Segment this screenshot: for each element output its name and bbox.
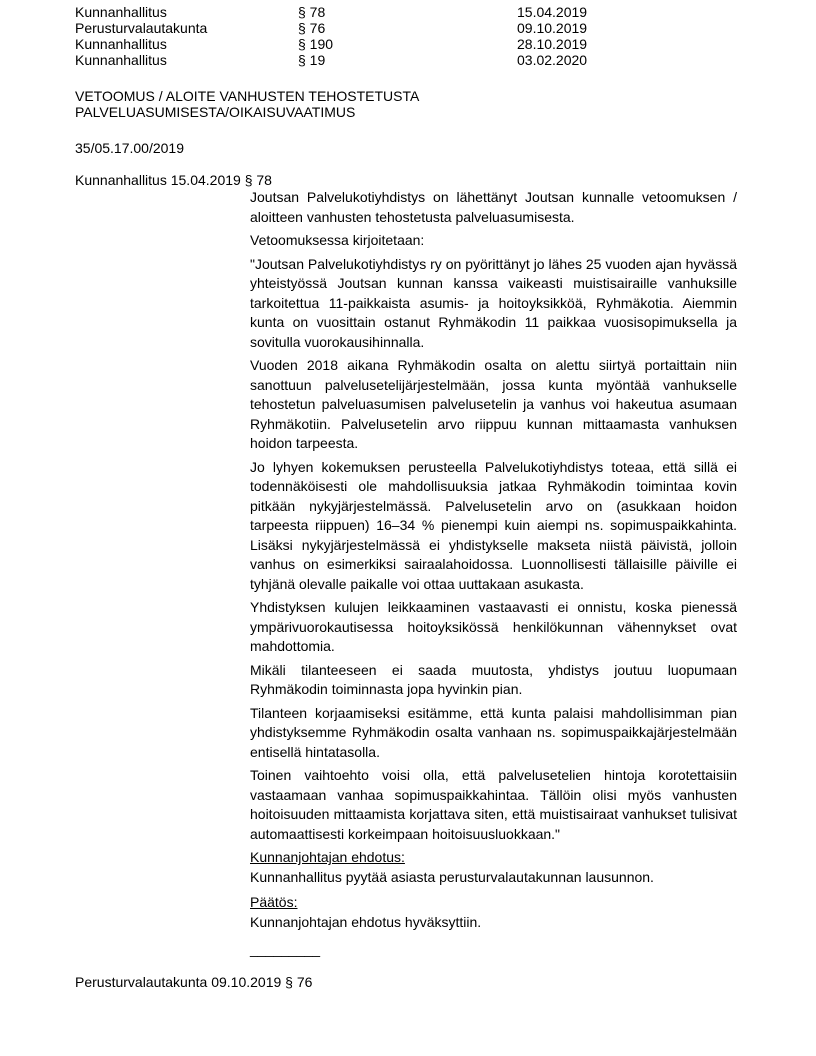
history-row [75,4,737,20]
proposal-label: Kunnanjohtajan ehdotus: [250,849,405,865]
section-separator: _________ [250,941,321,957]
body-paragraph: Vetoomuksessa kirjoitetaan: [250,232,425,248]
case-number: 35/05.17.00/2019 [75,140,184,156]
section-body [250,188,737,960]
history-body-cell: Kunnanhallitus [75,52,167,68]
history-section-cell: § 190 [298,36,334,52]
document-title [75,88,737,120]
body-paragraph: Mikäli tilanteeseen ei saada muutosta, yhdistys joutuu luopumaan Ryhmäkodin toiminnasta jopa hyvinkin pian. [250,661,737,697]
history-row [75,36,737,52]
history-body-cell: Kunnanhallitus [75,4,167,20]
body-paragraph: "Joutsan Palvelukotiyhdistys ry on pyörittänyt jo lähes 25 vuoden ajan hyvässä yhteistyössä Joutsan kunnan kanssa vaikeasti muistisairaille vanhuksille tarkoitettua 11-paikkaista asumis- ja hoitoyksikköä, Ryhmäkotia. Aiemmin kunta on vuosittain ostanut Ryhmäkodin 11 paikkaa vuosisopimuksella ja sovitulla vuorokausihinnalla. [250,255,737,350]
history-section-cell: § 19 [298,52,326,68]
document-title-line1: VETOOMUS / ALOITE VANHUSTEN TEHOSTETUSTA [75,88,420,104]
section-heading: Kunnanhallitus 15.04.2019 § 78 [75,172,272,188]
body-paragraph: Yhdistyksen kulujen leikkaaminen vastaavasti ei onnistu, koska pienessä ympärivuorokautisessa hoitoyksikössä henkilökunnan vähennykset ovat mahdottomia. [250,599,737,654]
next-section-heading: Perusturvalautakunta 09.10.2019 § 76 [75,973,313,990]
history-section-cell: § 78 [298,4,326,20]
handling-history-table [75,4,737,68]
history-date-cell: 09.10.2019 [517,20,588,36]
body-paragraph: Jo lyhyen kokemuksen perusteella Palvelukotiyhdistys toteaa, että sillä ei todennäköisesti ole mahdollisuuksia jatkaa Ryhmäkodin toimintaa kovin pitkään nykyjärjestelmässä. Palvelusetelin arvo on (asukkaan hoidon tarpeesta riippuen) 16–34 % pienempi kuin aiempi ns. sopimuspaikkahinta. Lisäksi nykyjärjestelmässä ei yhdistykselle makseta niistä päivistä, jolloin vanhus on esimerkiksi sairaalahoidossa. Luonnollisesti tällaisille päiville ei tyhjänä olevalle paikalle voi ottaa uuttakaan asukasta. [250,458,737,592]
history-row [75,20,737,36]
history-date-cell: 28.10.2019 [517,36,588,52]
proposal-block [250,848,737,887]
document-title-line2: PALVELUASUMISESTA/OIKAISUVAATIMUS [75,104,356,120]
history-date-cell: 03.02.2020 [517,52,588,68]
body-paragraph: Joutsan Palvelukotiyhdistys on lähettänyt Joutsan kunnalle vetoomuksen / aloitteen vanhusten tehostetusta palveluasumisesta. [250,189,737,225]
body-paragraph: Tilanteen korjaamiseksi esitämme, että kunta palaisi mahdollisimman pian yhdistyksemme Ryhmäkodin osalta vanhaan ns. sopimuspaikkajärjestelmään entisellä hintatasolla. [250,704,737,760]
body-paragraph: Vuoden 2018 aikana Ryhmäkodin osalta on alettu siirtyä portaittain niin sanottuun palvelusetelijärjestelmään, jossa kunta myöntää vanhukselle tehostetun palveluasumisen palvelusetelin ja vanhus voi hakeutua asumaan Ryhmäkotiin. Palvelusetelin arvo riippuu kunnan mittaamasta vanhuksen hoidon tarpeesta. [250,357,737,451]
history-body-cell: Perusturvalautakunta [75,20,208,36]
decision-text: Kunnanjohtajan ehdotus hyväksyttiin. [250,913,482,930]
history-body-cell: Kunnanhallitus [75,36,167,52]
decision-label: Päätös: [250,894,298,910]
body-paragraph: Toinen vaihtoehto voisi olla, että palvelusetelien hintoja korotettaisiin vastaamaan vanhaa sopimuspaikkahintaa. Tällöin olisi myös vanhusten hoitoisuuden mittaamista korjattava siten, että muistisairaat vanhukset tulisivat automaattisesti korkeimpaan hoitoisuusluokkaan." [250,767,737,842]
history-date-cell: 15.04.2019 [517,4,588,20]
history-row [75,52,737,68]
proposal-text: Kunnanhallitus pyytää asiasta perusturvalautakunnan lausunnon. [250,868,654,885]
history-section-cell: § 76 [298,20,326,36]
decision-block [250,893,737,932]
